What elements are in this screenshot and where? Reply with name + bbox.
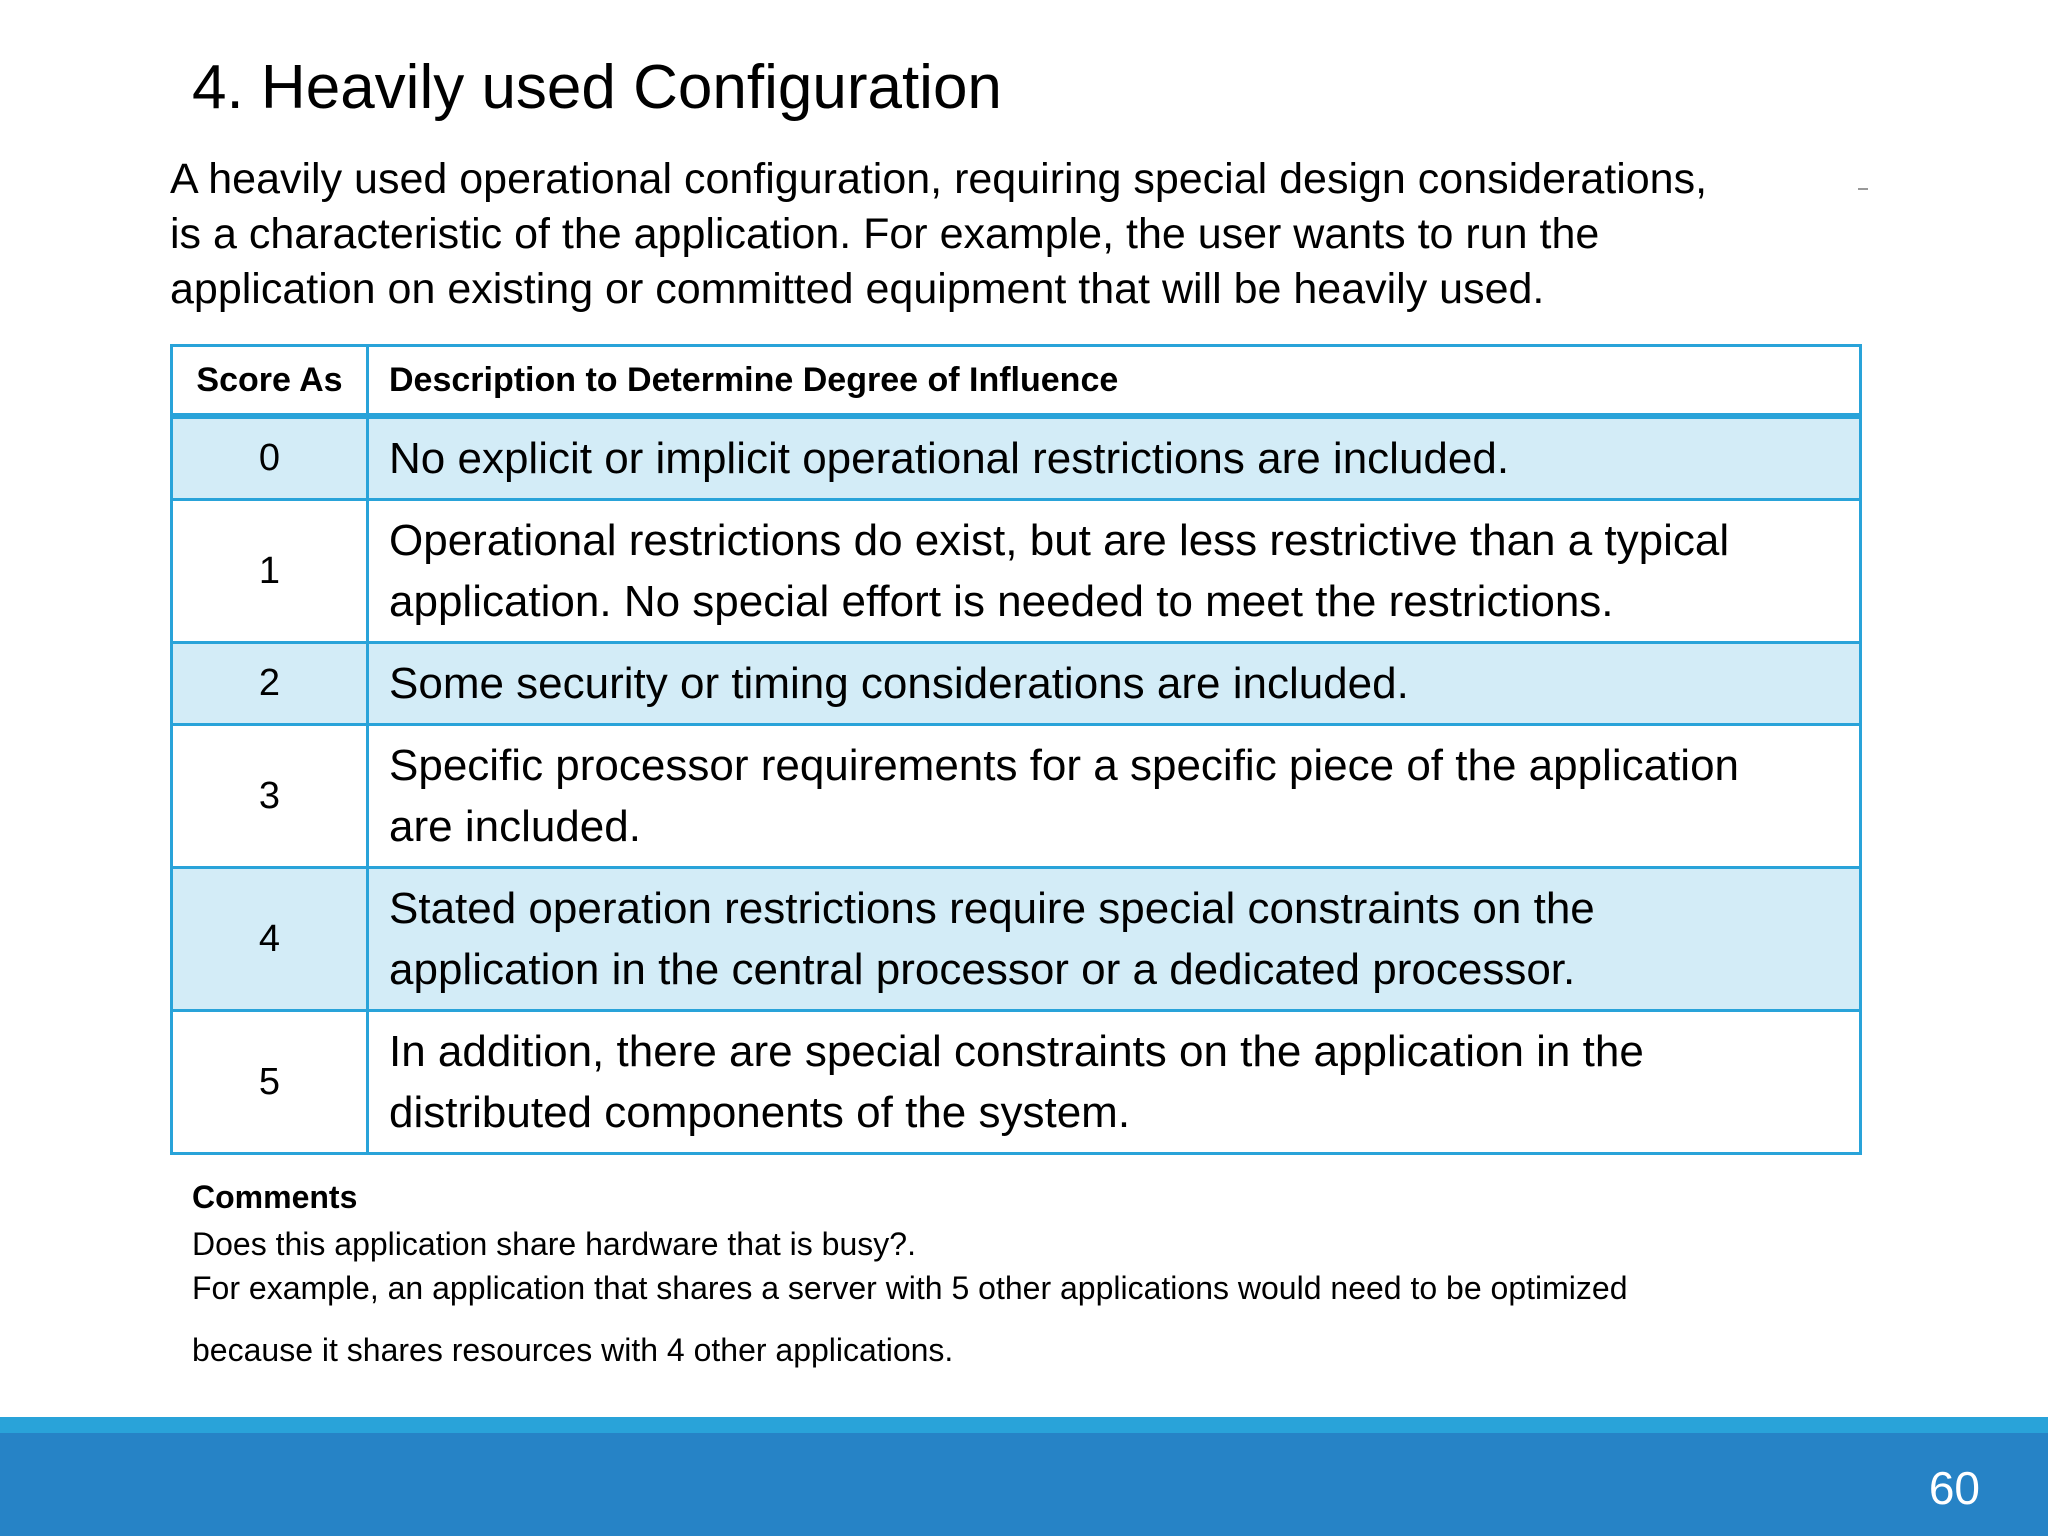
comments-section — [192, 1172, 1892, 1372]
description-line: are included. — [389, 802, 641, 851]
score-cell: 2 — [172, 643, 368, 725]
description-line: Operational restrictions do exist, but are less restrictive than a typical — [389, 516, 1730, 565]
description-cell — [368, 643, 1861, 725]
header-description: Description to Determine Degree of Influence — [368, 346, 1861, 417]
comment-line: Does this application share hardware that is busy?. — [192, 1226, 916, 1262]
comment-line: because it shares resources with 4 other applications. — [192, 1332, 954, 1368]
table-header-row — [172, 346, 1861, 417]
description-line: Some security or timing considerations are included. — [389, 659, 1409, 708]
slide-title: 4. Heavily used Configuration — [192, 53, 1002, 122]
footer-accent-stripe — [0, 1417, 2048, 1433]
intro-line: A heavily used operational configuration, requiring special design considerations, — [170, 155, 1708, 203]
table-row — [172, 868, 1861, 1011]
description-line: application in the central processor or a dedicated processor. — [389, 945, 1576, 994]
table-row — [172, 500, 1861, 643]
comment-line: For example, an application that shares a server with 5 other applications would need to be optimized — [192, 1270, 1628, 1306]
description-cell — [368, 868, 1861, 1011]
score-cell: 5 — [172, 1011, 368, 1154]
table-row — [172, 725, 1861, 868]
description-line: application. No special effort is needed to meet the restrictions. — [389, 577, 1614, 626]
intro-line: application on existing or committed equipment that will be heavily used. — [170, 265, 1545, 313]
intro-line: is a characteristic of the application. For example, the user wants to run the — [170, 210, 1600, 258]
degree-of-influence-table — [170, 344, 1862, 1155]
description-cell — [368, 725, 1861, 868]
score-cell: 4 — [172, 868, 368, 1011]
description-line: distributed components of the system. — [389, 1088, 1131, 1137]
description-cell — [368, 500, 1861, 643]
description-line: Stated operation restrictions require special constraints on the — [389, 884, 1595, 933]
table-row — [172, 416, 1861, 500]
page-number: 60 — [1928, 1462, 1980, 1514]
stray-dash-mark — [1858, 188, 1868, 190]
description-line: In addition, there are special constraints on the application in the — [389, 1027, 1644, 1076]
comments-title: Comments — [192, 1179, 358, 1215]
description-line: Specific processor requirements for a specific piece of the application — [389, 741, 1740, 790]
score-cell: 1 — [172, 500, 368, 643]
footer-bar — [0, 1433, 2048, 1536]
description-cell — [368, 416, 1861, 500]
description-cell — [368, 1011, 1861, 1154]
description-line: No explicit or implicit operational restrictions are included. — [389, 434, 1510, 483]
score-cell: 3 — [172, 725, 368, 868]
score-cell: 0 — [172, 416, 368, 500]
table-row — [172, 643, 1861, 725]
intro-paragraph — [170, 152, 1870, 317]
header-score-as: Score As — [172, 346, 368, 417]
table-row — [172, 1011, 1861, 1154]
